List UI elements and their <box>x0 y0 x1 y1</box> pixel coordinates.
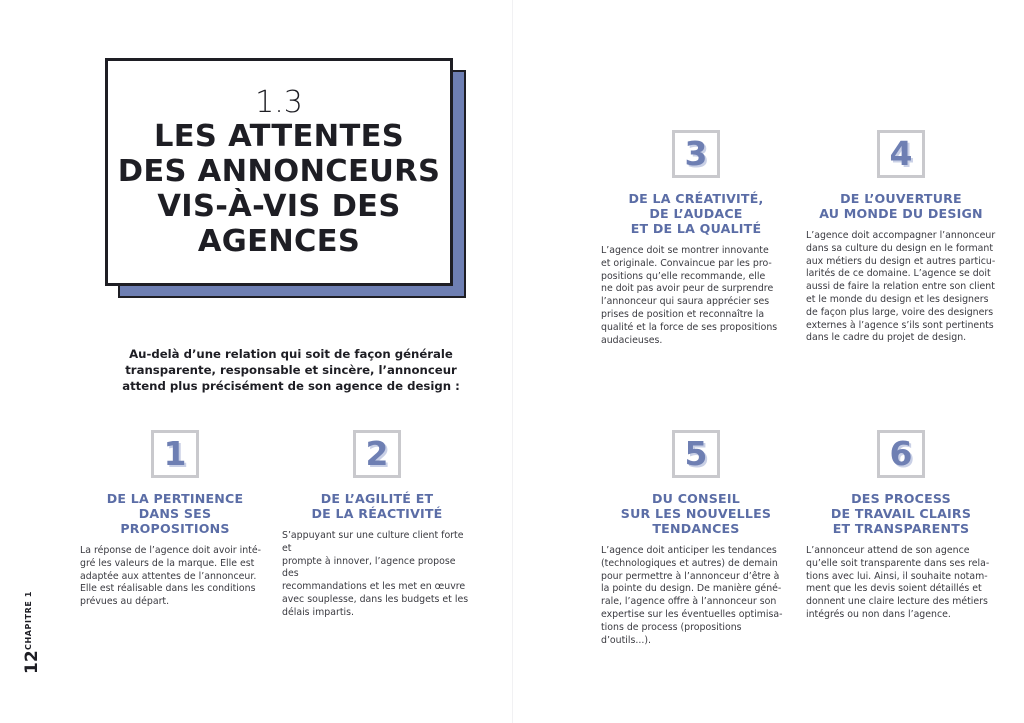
number-badge <box>672 130 720 178</box>
number-badge <box>151 430 199 478</box>
section-title-line-3: VIS-À-VIS DES <box>157 189 401 224</box>
item-heading: DES PROCESS DE TRAVAIL CLAIRS ET TRANSPARENTS <box>830 491 972 536</box>
item-heading: DE L’OUVERTURE AU MONDE DU DESIGN <box>819 191 983 221</box>
page-gutter <box>512 0 513 723</box>
section-title-line-2: DES ANNONCEURS <box>117 154 441 189</box>
expectation-item-3 <box>601 130 791 347</box>
section-title-line-1: LES ATTENTES <box>154 119 404 154</box>
item-body: L’agence doit anticiper les tendances (technologiques et autres) de demain pour permettre à l’annonceur d’être à la pointe du design. De manière géné- rale, l’agence offre à l’annonceur son expertise sur les éventuelles optimisa- tions de process (propositions d’outils...). <box>601 545 783 646</box>
item-body: La réponse de l’agence doit avoir inté- gré les valeurs de la marque. Elle est adaptée aux attentes de l’annonceur. Elle est réalisable dans les conditions prévues au départ. <box>80 545 262 608</box>
number-badge <box>877 130 925 178</box>
item-number: 3 <box>684 134 708 173</box>
expectation-item-2 <box>282 430 472 620</box>
expectation-item-6 <box>806 430 996 622</box>
item-body: L’agence doit accompagner l’annonceur dans sa culture du design en le formant aux métiers du design et autres particu- larités de ce domaine. L’agence se doit aussi de faire la relation entre son client et le monde du design et les designers de façon plus large, voire des designers externes à l’agence s’ils sont pertinents dans le cadre du projet de design. <box>806 230 996 344</box>
page-number: 12 <box>22 650 42 674</box>
item-body: S’appuyant sur une culture client forte et prompte à innover, l’agence propose des recommandations et les met en œuvre avec souplesse, dans les budgets et les délais impartis. <box>282 530 469 618</box>
section-number: 1.3 <box>255 85 303 120</box>
item-heading: DE LA PERTINENCE DANS SES PROPOSITIONS <box>106 491 244 536</box>
number-badge <box>353 430 401 478</box>
section-title-box <box>105 58 453 286</box>
item-number: 6 <box>889 434 913 473</box>
number-badge <box>672 430 720 478</box>
section-title-line-4: AGENCES <box>197 224 361 259</box>
expectation-item-1 <box>80 430 270 609</box>
item-body: L’annonceur attend de son agence qu’elle soit transparente dans ses rela- tions avec lui. Ainsi, il souhaite notam- ment que les devis soient détaillés et donnent une claire lecture des métiers intégrés ou non dans l’agence. <box>806 545 990 620</box>
item-heading: DU CONSEIL SUR LES NOUVELLES TENDANCES <box>620 491 772 536</box>
item-body: L’agence doit se montrer innovante et originale. Convaincue par les pro- positions qu’elle recommande, elle ne doit pas avoir peur de surprendre l’annonceur qui saura apprécier ses prises de position et reconnaître la qualité et la force de ses propositions audacieuses. <box>601 245 778 346</box>
expectation-item-5 <box>601 430 791 647</box>
expectation-item-4 <box>806 130 996 345</box>
item-heading: DE L’AGILITÉ ET DE LA RÉACTIVITÉ <box>311 491 443 521</box>
chapter-label: CHAPITRE 1 <box>24 590 33 650</box>
item-number: 4 <box>889 134 913 173</box>
item-number: 1 <box>163 434 187 473</box>
number-badge <box>877 430 925 478</box>
item-number: 5 <box>684 434 708 473</box>
item-number: 2 <box>365 434 389 473</box>
item-heading: DE LA CRÉATIVITÉ, DE L’AUDACE ET DE LA QUALITÉ <box>628 191 764 236</box>
intro-paragraph: Au-delà d’une relation qui soit de façon générale transparente, responsable et sincère, l’annonceur attend plus précisément de son agence de design : <box>122 347 460 393</box>
